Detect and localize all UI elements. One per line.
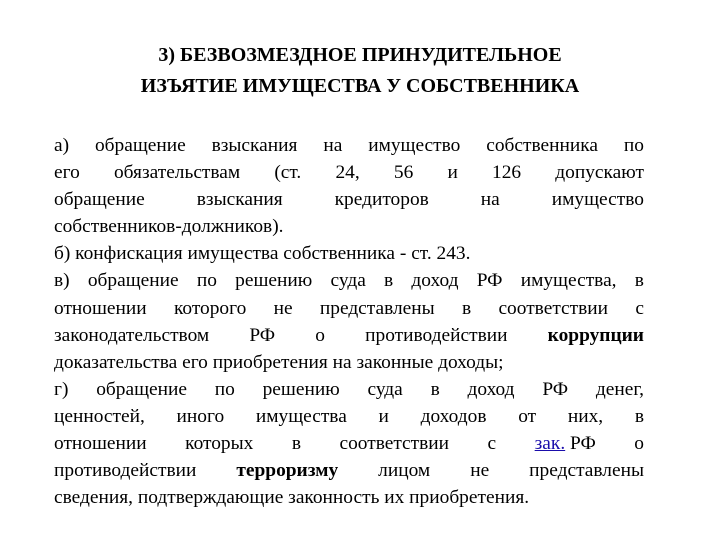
paragraph-a-line-1-word: на <box>323 135 343 156</box>
g-line4-bold: терроризму <box>236 460 339 482</box>
paragraph-g-line-2-word: имущества <box>255 405 347 427</box>
paragraph-v-line-3-word: законодательством <box>54 324 210 346</box>
g-line3-word: которых <box>185 433 254 455</box>
g-line4-pre: противодействии <box>54 460 197 482</box>
paragraph-a-line-2-word: и <box>447 162 458 184</box>
paragraph-a-line-2-word: его <box>54 162 80 184</box>
paragraph-v-line-1-word: по <box>196 270 217 292</box>
paragraph-a-line-4: собственников-должников). <box>54 216 284 238</box>
paragraph-v-line-1-word: в <box>384 270 394 292</box>
paragraph-v-line-2-word: представлены <box>319 297 435 319</box>
paragraph-v-line-2-word: отношении <box>54 297 147 319</box>
paragraph-a-line-3-word: обращение <box>54 189 145 211</box>
paragraph-a-line-1-word: а) <box>54 135 70 156</box>
paragraph-v-line-2-word: не <box>273 297 293 319</box>
paragraph-v-line-1 <box>54 267 644 294</box>
paragraph-v-line-1-word: доход <box>411 270 459 292</box>
paragraph-v-line-2 <box>54 295 644 322</box>
paragraph-g-line-5: сведения, подтверждающие законность их приобретения. <box>54 487 530 509</box>
paragraph-a-line-2-word: 24, <box>335 162 360 184</box>
paragraph-g-line-2-word: них, <box>567 405 604 427</box>
paragraph-v-line-2-word: с <box>635 297 644 319</box>
paragraph-a-line-1-word: взыскания <box>211 135 298 156</box>
paragraph-a-line-2-word: (ст. <box>274 162 302 184</box>
paragraph-a-line-1 <box>54 132 644 159</box>
law-link[interactable]: зак. <box>534 433 566 455</box>
paragraph-a-line-3-word: кредиторов <box>334 189 429 211</box>
paragraph-g-line-1-word: суда <box>367 378 403 400</box>
paragraph-v-line-1-word: имущества, <box>520 270 617 292</box>
paragraph-g-line-1 <box>54 376 644 403</box>
paragraph-g-line-2-word: в <box>634 405 644 427</box>
paragraph-a-line-2 <box>54 159 644 186</box>
g-line4-word: представлены <box>529 460 644 482</box>
paragraph-g-line-2-word: ценностей, <box>54 405 145 427</box>
paragraph-v-line-1-word: решению <box>235 270 313 292</box>
paragraph-a-line-1-word: имущество <box>368 135 461 156</box>
paragraph-a-line-2-word: допускают <box>555 162 644 184</box>
paragraph-v-line-1-word: обращение <box>87 270 179 292</box>
paragraph-v-line-2-word: соответствии <box>498 297 609 319</box>
paragraph-a-line-3 <box>54 186 644 213</box>
g-line3-word: о <box>634 433 644 455</box>
g-line4-word: не <box>470 460 490 482</box>
paragraph-g-line-1-word: по <box>214 378 235 400</box>
g-line3-link-group <box>535 430 596 457</box>
paragraph-v-line-4: доказательства его приобретения на законные доходы; <box>54 351 504 373</box>
paragraph-a-line-3-word: имущество <box>551 189 644 211</box>
paragraph-v-line-3-bold-word: коррупции <box>547 324 644 346</box>
paragraph-g-line-2-word: от <box>518 405 537 427</box>
paragraph-g-line-1-word: денег, <box>595 378 644 400</box>
paragraph-g-line-1-word: решению <box>262 378 340 400</box>
paragraph-g-line-2-word: иного <box>176 405 225 427</box>
paragraph-a-line-2-word: обязательствам <box>113 162 241 184</box>
paragraph-b-line-1: б) конфискация имущества собственника - ст. 243. <box>54 243 471 265</box>
paragraph-a-line-1-word: собственника <box>486 135 598 156</box>
paragraph-a-line-3-word: на <box>480 189 500 211</box>
paragraph-g-line-1-word: в <box>430 378 440 400</box>
paragraph-a-line-2-word: 126 <box>492 162 522 184</box>
paragraph-v-line-3-word: о <box>315 324 325 346</box>
g-line3-word: РФ <box>565 433 596 455</box>
paragraph-g-line-2-word: и <box>378 405 389 427</box>
paragraph-v-line-2-word: в <box>462 297 472 319</box>
g-line3-word: с <box>487 433 497 455</box>
paragraph-g-line-1-word: г) <box>54 378 69 400</box>
paragraph-a-line-1-word: по <box>623 135 644 156</box>
g-line3-word: в <box>291 433 301 455</box>
paragraph-g-line-3 <box>54 430 644 457</box>
g-line3-word: соответствии <box>339 433 450 455</box>
paragraph-g-line-4 <box>54 457 644 484</box>
paragraph-v-line-1-word: в <box>634 270 644 292</box>
paragraph-v-line-3-word: противодействии <box>365 324 508 346</box>
paragraph-v-line-3-word: РФ <box>249 324 276 346</box>
g-line4-word: лицом <box>378 460 431 482</box>
paragraph-v-line-1-word: суда <box>330 270 366 292</box>
paragraph-g-line-1-word: обращение <box>96 378 187 400</box>
paragraph-g-line-1-word: доход <box>467 378 515 400</box>
paragraph-g-line-2-word: доходов <box>420 405 487 427</box>
slide-title <box>60 40 660 102</box>
title-line-1: 3) БЕЗВОЗМЕЗДНОЕ ПРИНУДИТЕЛЬНОЕ <box>158 44 562 66</box>
paragraph-v-line-2-word: которого <box>173 297 247 319</box>
slide-body <box>54 132 644 511</box>
paragraph-v-line-1-word: в) <box>54 270 70 292</box>
paragraph-v-line-1-word: РФ <box>476 270 503 292</box>
paragraph-a-line-2-word: 56 <box>393 162 414 184</box>
paragraph-g-line-2 <box>54 403 644 430</box>
paragraph-v-line-3 <box>54 322 644 349</box>
title-line-2: ИЗЪЯТИЕ ИМУЩЕСТВА У СОБСТВЕННИКА <box>140 75 580 97</box>
paragraph-g-line-1-word: РФ <box>542 378 569 400</box>
paragraph-a-line-1-word: обращение <box>94 135 186 156</box>
g-line3-word: отношении <box>54 433 147 455</box>
paragraph-a-line-3-word: взыскания <box>196 189 283 211</box>
